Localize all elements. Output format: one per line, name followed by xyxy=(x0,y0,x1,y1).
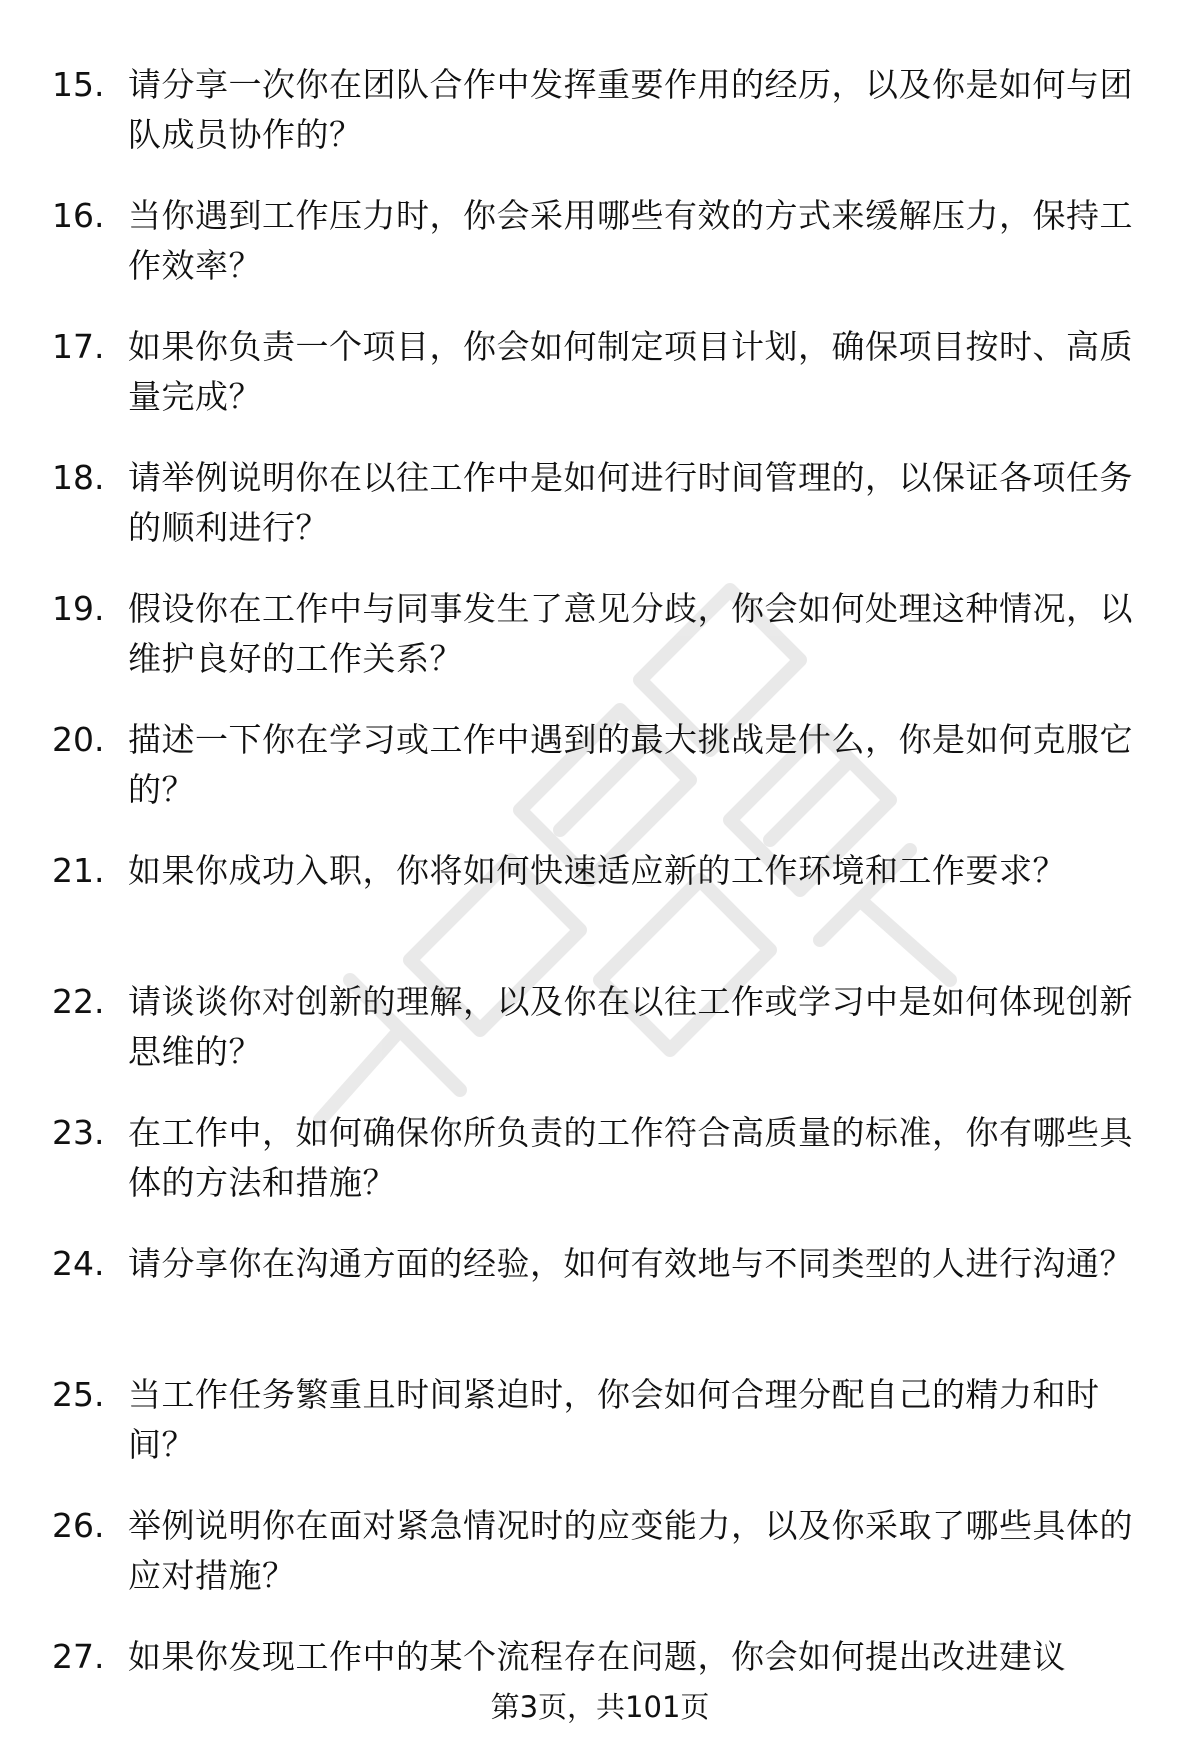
question-text: 假设你在工作中与同事发生了意见分歧，你会如何处理这种情况，以维护良好的工作关系？ xyxy=(128,589,1133,678)
list-item xyxy=(0,322,1200,453)
question-number: 15. xyxy=(52,65,105,104)
list-item xyxy=(0,60,1200,191)
question-number: 26. xyxy=(52,1506,105,1545)
question-number: 18. xyxy=(52,458,105,497)
list-item xyxy=(0,1239,1200,1370)
list-item xyxy=(0,1501,1200,1632)
question-number: 16. xyxy=(52,196,105,235)
question-number: 22. xyxy=(52,982,105,1021)
question-number: 27. xyxy=(52,1637,105,1676)
question-text: 如果你成功入职，你将如何快速适应新的工作环境和工作要求？ xyxy=(128,851,1066,890)
question-text: 请分享一次你在团队合作中发挥重要作用的经历，以及你是如何与团队成员协作的？ xyxy=(128,65,1133,154)
question-number: 20. xyxy=(52,720,105,759)
list-item xyxy=(0,846,1200,977)
question-text: 描述一下你在学习或工作中遇到的最大挑战是什么，你是如何克服它的？ xyxy=(128,720,1133,809)
question-text: 当工作任务繁重且时间紧迫时，你会如何合理分配自己的精力和时间？ xyxy=(128,1375,1100,1464)
question-number: 17. xyxy=(52,327,105,366)
question-list xyxy=(0,60,1200,1763)
question-text: 请举例说明你在以往工作中是如何进行时间管理的，以保证各项任务的顺利进行？ xyxy=(128,458,1133,547)
question-number: 19. xyxy=(52,589,105,628)
question-text: 请分享你在沟通方面的经验，如何有效地与不同类型的人进行沟通？ xyxy=(128,1244,1133,1283)
question-text: 如果你发现工作中的某个流程存在问题，你会如何提出改进建议 xyxy=(128,1637,1066,1676)
question-number: 23. xyxy=(52,1113,105,1152)
list-item xyxy=(0,453,1200,584)
list-item xyxy=(0,1108,1200,1239)
question-text: 当你遇到工作压力时，你会采用哪些有效的方式来缓解压力，保持工作效率？ xyxy=(128,196,1133,285)
list-item xyxy=(0,584,1200,715)
question-text: 如果你负责一个项目，你会如何制定项目计划，确保项目按时、高质量完成？ xyxy=(128,327,1133,416)
page-footer: 第3页，共101页 xyxy=(490,1690,710,1724)
list-item xyxy=(0,977,1200,1108)
question-number: 21. xyxy=(52,851,105,890)
list-item xyxy=(0,191,1200,322)
question-number: 25. xyxy=(52,1375,105,1414)
list-item xyxy=(0,1370,1200,1501)
list-item xyxy=(0,715,1200,846)
question-text: 请谈谈你对创新的理解，以及你在以往工作或学习中是如何体现创新思维的？ xyxy=(128,982,1133,1071)
question-number: 24. xyxy=(52,1244,105,1283)
question-text: 举例说明你在面对紧急情况时的应变能力，以及你采取了哪些具体的应对措施？ xyxy=(128,1506,1133,1595)
question-text: 在工作中，如何确保你所负责的工作符合高质量的标准，你有哪些具体的方法和措施？ xyxy=(128,1113,1133,1202)
